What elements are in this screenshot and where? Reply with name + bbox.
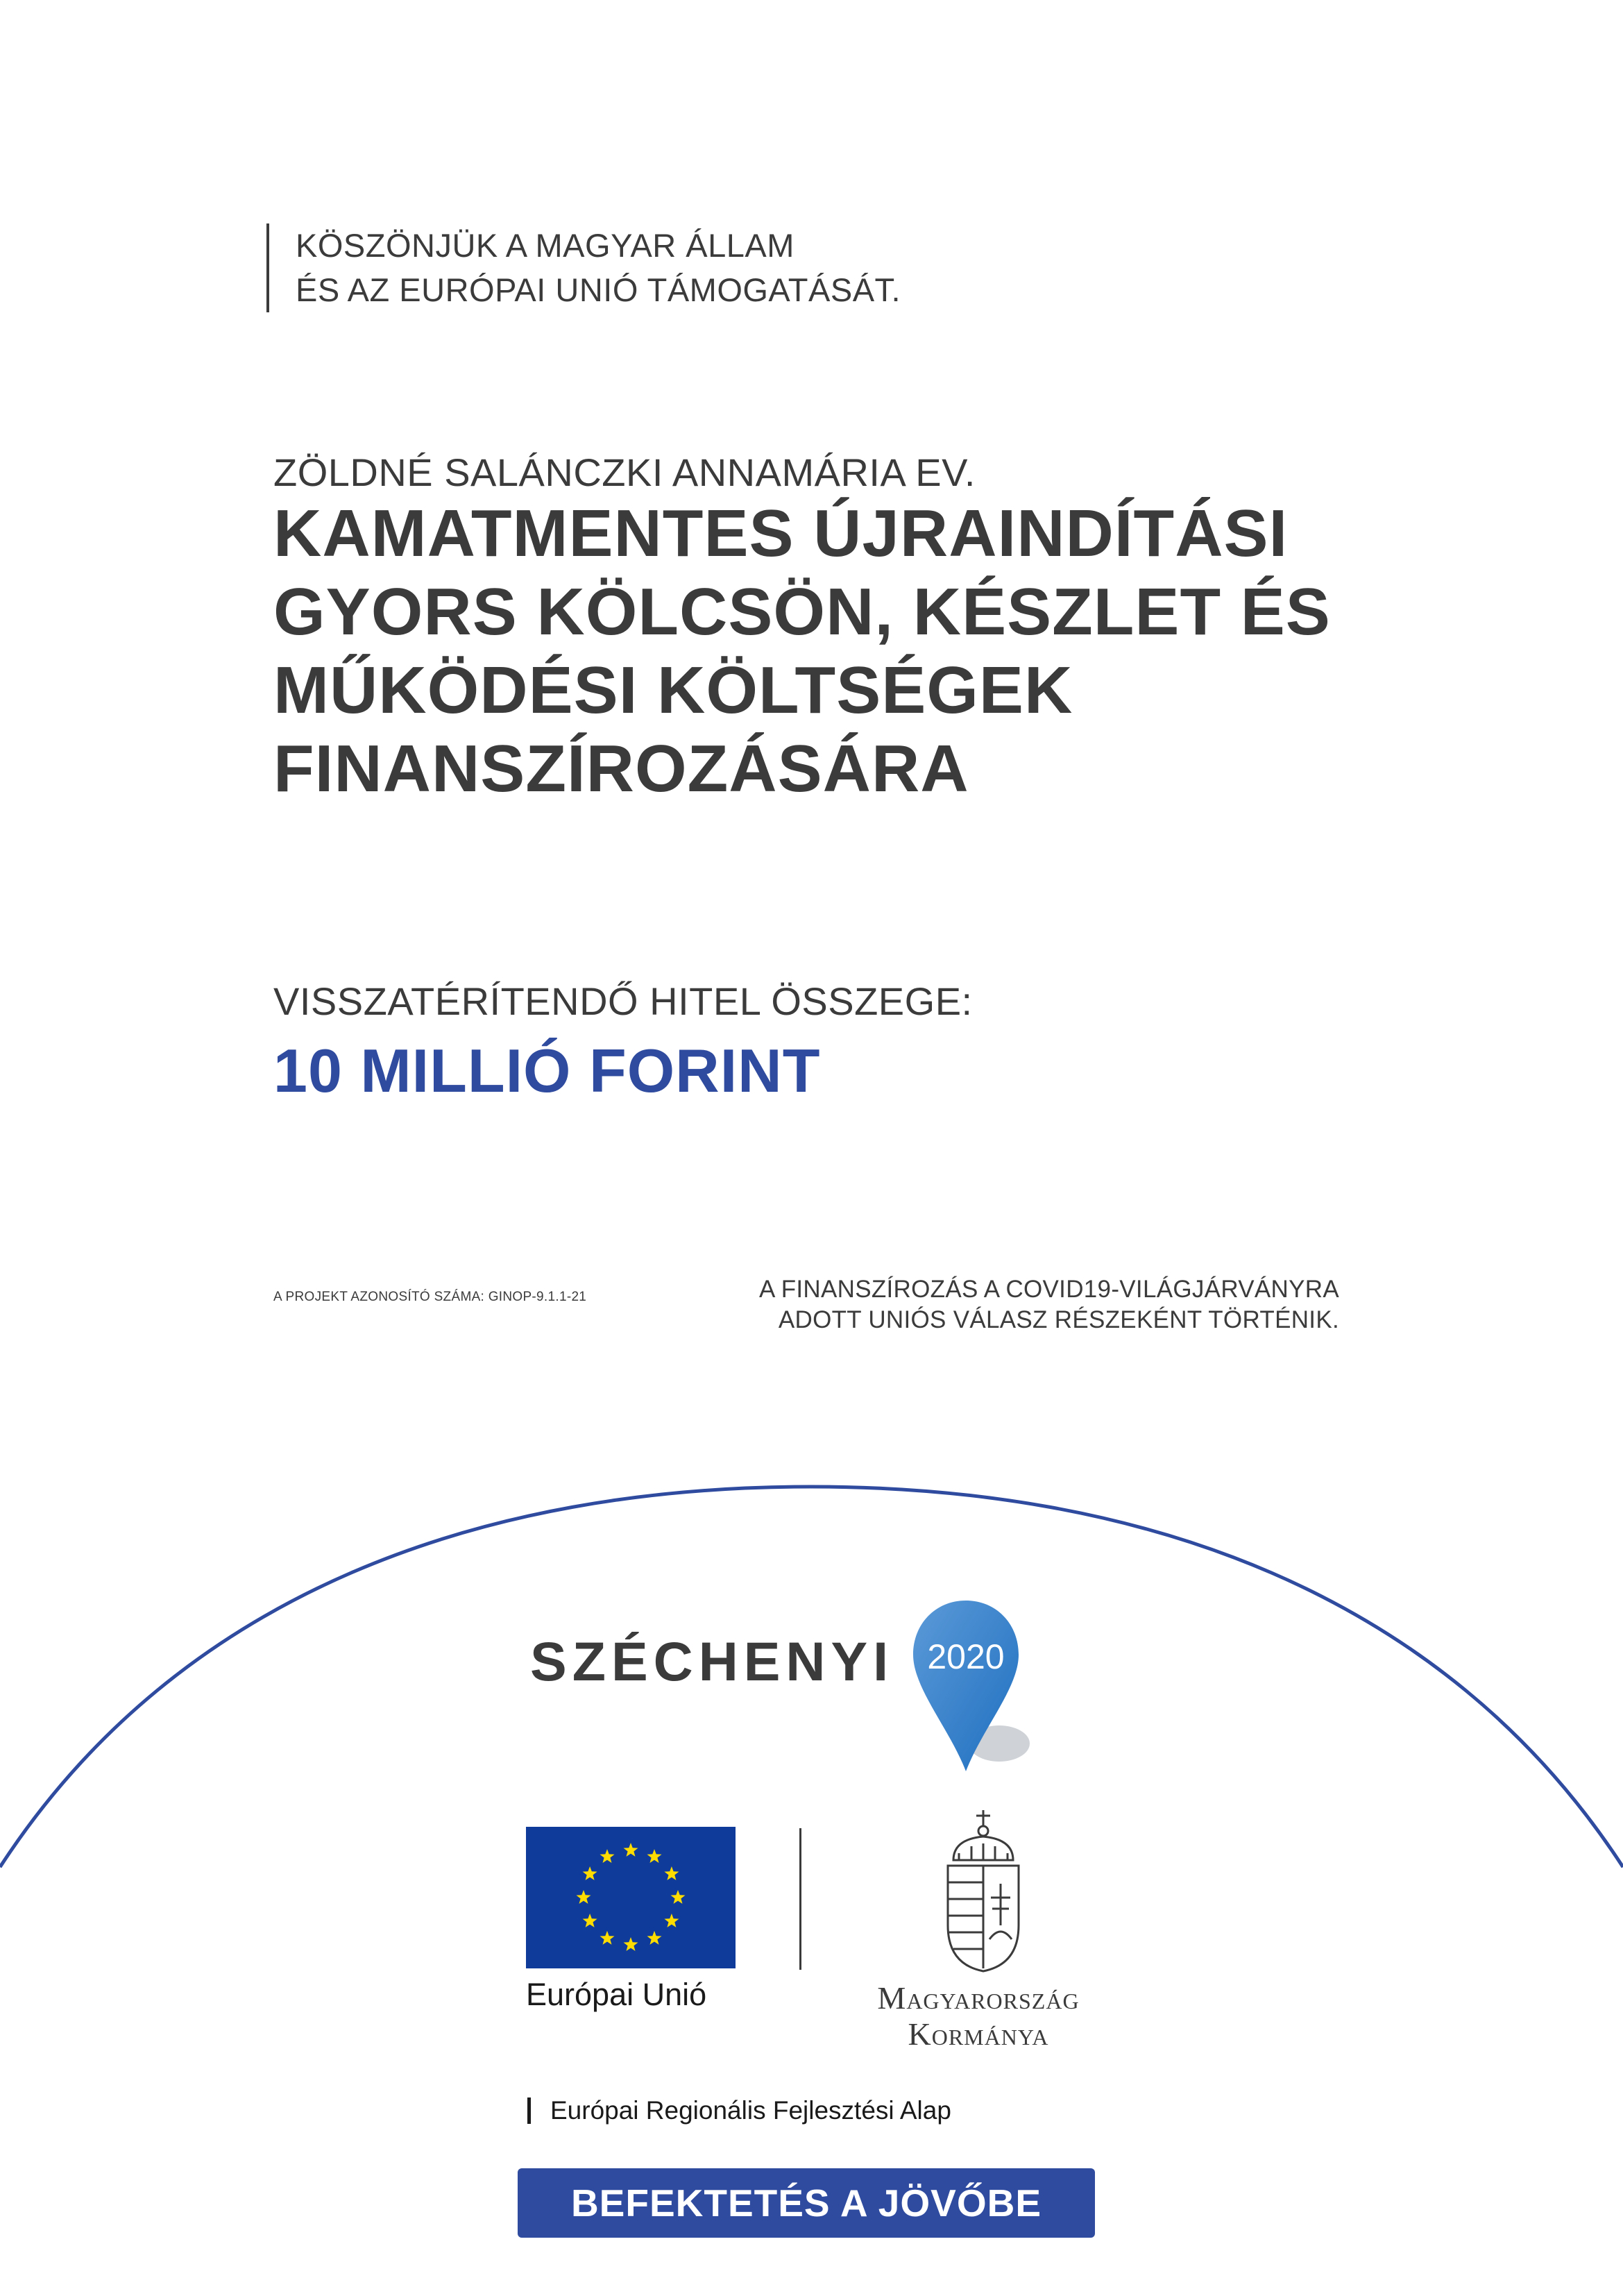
eu-star [647,1849,662,1863]
eu-flag [526,1827,736,1968]
covid-note-line-2: ADOTT UNIÓS VÁLASZ RÉSZEKÉNT TÖRTÉNIK. [778,1306,1339,1333]
hungarian-coat-of-arms-icon [938,1807,1028,1974]
eu-star [664,1914,679,1927]
eu-star [600,1931,615,1945]
szechenyi-year: 2020 [927,1637,1005,1676]
eu-star [624,1937,638,1951]
loan-label: VISSZATÉRÍTENDŐ HITEL ÖSSZEGE: [273,979,973,1023]
project-title-line: FINANSZÍROZÁSÁRA [273,732,969,806]
szechenyi-2020-pin-icon [909,1596,1041,1777]
szechenyi-logo-text: SZÉCHENYI [530,1630,894,1692]
eu-star [600,1849,615,1863]
eu-star [583,1914,597,1927]
covid-note-line-1: A FINANSZÍROZÁS A COVID19-VILÁGJÁRVÁNYRA [758,1276,1339,1303]
loan-amount: 10 MILLIÓ FORINT [273,1036,821,1105]
government-label-line-2: Kormánya [908,2016,1049,2052]
fund-name: Európai Regionális Fejlesztési Alap [527,2097,951,2124]
eu-star [664,1866,679,1880]
eu-star [624,1843,638,1857]
eu-star [671,1890,686,1904]
thanks-line-2: ÉS AZ EURÓPAI UNIÓ TÁMOGATÁSÁT. [296,271,901,308]
eu-star [577,1890,591,1904]
project-title-line: MŰKÖDÉSI KÖLTSÉGEK [273,653,1073,727]
eu-star [583,1866,597,1880]
eu-label: Európai Unió [526,1977,707,2012]
eu-star [647,1931,662,1945]
eu-stars-icon [526,1827,736,1968]
thanks-line-1: KÖSZÖNJÜK A MAGYAR ÁLLAM [296,227,794,264]
project-id: A PROJEKT AZONOSÍTÓ SZÁMA: GINOP-9.1.1-21 [273,1290,587,1304]
beneficiary-name: ZÖLDNÉ SALÁNCZKI ANNAMÁRIA EV. [273,450,976,494]
project-title-line: GYORS KÖLCSÖN, KÉSZLET ÉS [273,575,1331,649]
logo-divider [799,1828,801,1970]
government-label-line-1: Magyarország [877,1980,1080,2016]
project-title-line: KAMATMENTES ÚJRAINDÍTÁSI [273,496,1289,571]
slogan-banner: BEFEKTETÉS A JÖVŐBE [518,2168,1095,2238]
